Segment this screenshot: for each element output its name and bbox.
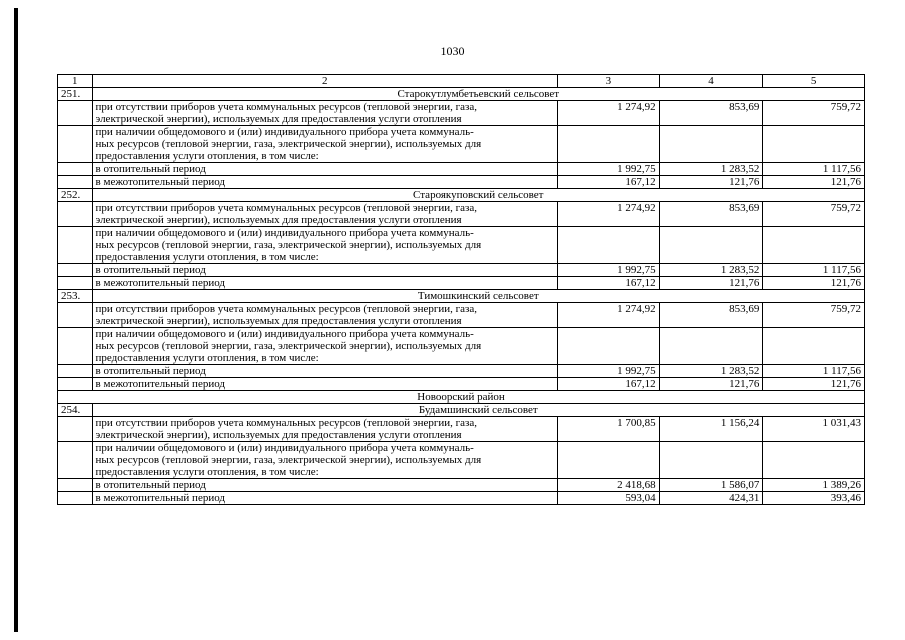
description-cell (92, 202, 557, 227)
row-number-cell (58, 126, 93, 163)
description-line: при наличии общедомового и (или) индивидуального прибора учета коммуналь- (95, 328, 474, 340)
value-cell-v5 (763, 227, 865, 264)
row-number-cell (58, 264, 93, 277)
district-title: Новоорский район (58, 391, 865, 404)
row-number: 251. (58, 88, 93, 101)
value-cell-v3 (558, 227, 660, 264)
value-cell-v5: 1 117,56 (763, 264, 865, 277)
description-line: ных ресурсов (тепловой энергии, газа, электрической энергии), используемых для (95, 340, 482, 352)
description-line: ных ресурсов (тепловой энергии, газа, электрической энергии), используемых для (95, 138, 482, 150)
description-cell (92, 264, 557, 277)
row-number-cell (58, 227, 93, 264)
value-cell-v4: 121,76 (659, 176, 763, 189)
description-line: в межотопительный период (95, 176, 225, 188)
value-cell-v4: 853,69 (659, 303, 763, 328)
value-cell-v4: 1 156,24 (659, 417, 763, 442)
section-row (58, 189, 865, 202)
value-cell-v5 (763, 126, 865, 163)
description-line: предоставления услуги отопления, в том числе: (95, 352, 319, 364)
description-line: электрической энергии), используемых для предоставления услуги отопления (95, 214, 462, 226)
table-row (58, 328, 865, 365)
value-cell-v3: 1 274,92 (558, 101, 660, 126)
value-cell-v4 (659, 126, 763, 163)
description-line: ных ресурсов (тепловой энергии, газа, электрической энергии), используемых для (95, 454, 482, 466)
value-cell-v4: 853,69 (659, 101, 763, 126)
section-row (58, 88, 865, 101)
value-cell-v5: 393,46 (763, 492, 865, 505)
description-line: в межотопительный период (95, 277, 225, 289)
table-row (58, 378, 865, 391)
description-line: электрической энергии), используемых для предоставления услуги отопления (95, 315, 462, 327)
description-line: при наличии общедомового и (или) индивидуального прибора учета коммуналь- (95, 227, 474, 239)
value-cell-v4: 121,76 (659, 378, 763, 391)
header-cell: 4 (659, 75, 763, 88)
description-cell (92, 365, 557, 378)
description-line: в межотопительный период (95, 378, 225, 390)
description-line: при отсутствии приборов учета коммунальных ресурсов (тепловой энергии, газа, (95, 303, 478, 315)
value-cell-v5: 1 389,26 (763, 479, 865, 492)
description-cell (92, 126, 557, 163)
description-line: в отопительный период (95, 365, 206, 377)
row-number-cell (58, 101, 93, 126)
page-number: 1030 (440, 44, 465, 58)
left-margin-bar (14, 8, 18, 632)
description-line: при наличии общедомового и (или) индивидуального прибора учета коммуналь- (95, 442, 474, 454)
value-cell-v4: 1 283,52 (659, 264, 763, 277)
value-cell-v3: 593,04 (558, 492, 660, 505)
value-cell-v5 (763, 328, 865, 365)
value-cell-v3: 2 418,68 (558, 479, 660, 492)
header-cell: 5 (763, 75, 865, 88)
value-cell-v4: 1 283,52 (659, 365, 763, 378)
value-cell-v5: 121,76 (763, 378, 865, 391)
value-cell-v5: 121,76 (763, 277, 865, 290)
row-number-cell (58, 176, 93, 189)
value-cell-v3: 1 274,92 (558, 202, 660, 227)
table-row (58, 176, 865, 189)
value-cell-v3: 1 992,75 (558, 264, 660, 277)
description-cell (92, 479, 557, 492)
description-cell (92, 176, 557, 189)
table-row (58, 126, 865, 163)
header-cell: 2 (92, 75, 557, 88)
description-cell (92, 328, 557, 365)
value-cell-v5: 1 031,43 (763, 417, 865, 442)
description-line: при отсутствии приборов учета коммунальных ресурсов (тепловой энергии, газа, (95, 417, 478, 429)
description-line: электрической энергии), используемых для предоставления услуги отопления (95, 113, 462, 125)
value-cell-v3: 167,12 (558, 378, 660, 391)
value-cell-v3: 1 274,92 (558, 303, 660, 328)
value-cell-v4: 853,69 (659, 202, 763, 227)
value-cell-v4 (659, 328, 763, 365)
table-row (58, 365, 865, 378)
description-cell (92, 101, 557, 126)
header-cell: 3 (558, 75, 660, 88)
table-row (58, 227, 865, 264)
table-row (58, 479, 865, 492)
table-row (58, 303, 865, 328)
value-cell-v5: 121,76 (763, 176, 865, 189)
description-line: предоставления услуги отопления, в том числе: (95, 466, 319, 478)
row-number-cell (58, 277, 93, 290)
value-cell-v4 (659, 442, 763, 479)
row-number-cell (58, 492, 93, 505)
section-title: Старокутлумбетьевский сельсовет (92, 88, 864, 101)
value-cell-v3 (558, 328, 660, 365)
value-cell-v3 (558, 126, 660, 163)
section-row (58, 290, 865, 303)
description-line: при отсутствии приборов учета коммунальных ресурсов (тепловой энергии, газа, (95, 202, 478, 214)
value-cell-v3 (558, 442, 660, 479)
value-cell-v4: 1 586,07 (659, 479, 763, 492)
description-line: в отопительный период (95, 264, 206, 276)
district-row (58, 391, 865, 404)
row-number-cell (58, 303, 93, 328)
table-row (58, 277, 865, 290)
section-title: Будамшинский сельсовет (92, 404, 864, 417)
value-cell-v5: 1 117,56 (763, 163, 865, 176)
table-row (58, 417, 865, 442)
description-line: предоставления услуги отопления, в том числе: (95, 150, 319, 162)
description-cell (92, 303, 557, 328)
row-number: 252. (58, 189, 93, 202)
description-cell (92, 277, 557, 290)
description-line: при отсутствии приборов учета коммунальных ресурсов (тепловой энергии, газа, (95, 101, 478, 113)
description-cell (92, 163, 557, 176)
description-line: электрической энергии), используемых для предоставления услуги отопления (95, 429, 462, 441)
value-cell-v3: 1 992,75 (558, 365, 660, 378)
value-cell-v5: 759,72 (763, 202, 865, 227)
value-cell-v3: 1 992,75 (558, 163, 660, 176)
row-number-cell (58, 479, 93, 492)
table-row (58, 163, 865, 176)
description-cell (92, 442, 557, 479)
row-number-cell (58, 442, 93, 479)
value-cell-v4: 424,31 (659, 492, 763, 505)
row-number-cell (58, 328, 93, 365)
description-cell (92, 417, 557, 442)
value-cell-v4 (659, 227, 763, 264)
row-number-cell (58, 417, 93, 442)
row-number-cell (58, 202, 93, 227)
table-row (58, 492, 865, 505)
row-number-cell (58, 378, 93, 391)
description-cell (92, 227, 557, 264)
section-row (58, 404, 865, 417)
description-line: ных ресурсов (тепловой энергии, газа, электрической энергии), используемых для (95, 239, 482, 251)
table-row (58, 442, 865, 479)
value-cell-v3: 1 700,85 (558, 417, 660, 442)
description-cell (92, 378, 557, 391)
description-line: в отопительный период (95, 163, 206, 175)
table-row (58, 202, 865, 227)
description-cell (92, 492, 557, 505)
value-cell-v4: 1 283,52 (659, 163, 763, 176)
header-cell: 1 (58, 75, 93, 88)
tariff-table (57, 74, 865, 505)
header-row (58, 75, 865, 88)
value-cell-v5 (763, 442, 865, 479)
value-cell-v5: 759,72 (763, 101, 865, 126)
row-number-cell (58, 163, 93, 176)
table-row (58, 264, 865, 277)
value-cell-v5: 1 117,56 (763, 365, 865, 378)
description-line: в межотопительный период (95, 492, 225, 504)
section-title: Староякуповский сельсовет (92, 189, 864, 202)
value-cell-v3: 167,12 (558, 277, 660, 290)
row-number: 253. (58, 290, 93, 303)
value-cell-v5: 759,72 (763, 303, 865, 328)
section-title: Тимошкинский сельсовет (92, 290, 864, 303)
description-line: при наличии общедомового и (или) индивидуального прибора учета коммуналь- (95, 126, 474, 138)
value-cell-v4: 121,76 (659, 277, 763, 290)
row-number: 254. (58, 404, 93, 417)
value-cell-v3: 167,12 (558, 176, 660, 189)
description-line: в отопительный период (95, 479, 206, 491)
table-row (58, 101, 865, 126)
description-line: предоставления услуги отопления, в том числе: (95, 251, 319, 263)
row-number-cell (58, 365, 93, 378)
